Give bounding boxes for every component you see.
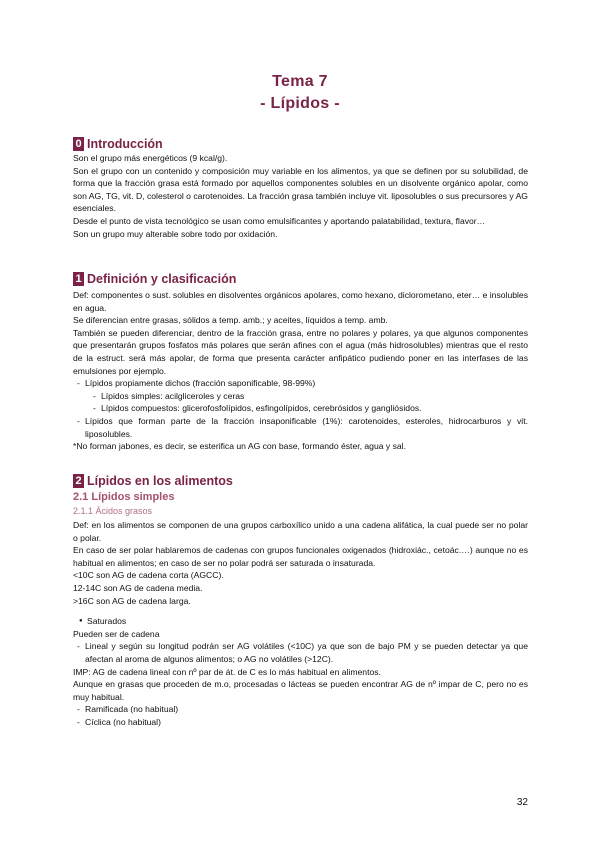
paragraph: También se pueden diferenciar, dentro de la fracción grasa, entre no polares y polares, ya que algunos componentes que presentarán grupos fosfatos más polares que serán afines con el agua (más hidrosolubles) mientras que el resto de la estruct. será más apolar, de forma que presenta carácter anfipático pudiendo poner en las interfases de las emulsiones por ejemplo. bbox=[73, 327, 528, 376]
list-item: - Lípidos compuestos: glicerofosfolípidos, esfingolípidos, cerebrósidos y gangliósidos. bbox=[73, 402, 528, 415]
title-line-2: - Lípidos - bbox=[260, 95, 340, 112]
page-number: 32 bbox=[516, 797, 528, 808]
paragraph: Son el grupo con un contenido y composición muy variable en los alimentos, ya que se definen por su solubilidad, de forma que la fracción grasa está formado por aquellos componentes solubles en un disolvente orgánico apolar, como son AG, TG, vit. D, colesterol o carotenoides. La fracción grasa también incluye vit. liposolubles o sus precursores y AG esenciales. bbox=[73, 165, 528, 214]
paragraph: Desde el punto de vista tecnológico se usan como emulsificantes y aportando palatabilidad, textura, flavor… bbox=[73, 215, 486, 226]
bullet-item: ● Saturados bbox=[73, 615, 528, 628]
paragraph: Son un grupo muy alterable sobre todo por oxidación. bbox=[73, 228, 278, 239]
paragraph: Def: componentes o sust. solubles en disolventes orgánicos apolares, como hexano, diclorometano, eter… e insolubles en agua. bbox=[73, 290, 528, 313]
section-1-title: Definición y clasificación bbox=[87, 272, 237, 286]
list-item: - Lípidos que forman parte de la fracción insaponificable (1%): carotenoides, esteroles, hidrocarburos y vit. liposolubles. bbox=[73, 415, 528, 440]
section-0-title: Introducción bbox=[87, 137, 163, 151]
section-2-title: Lípidos en los alimentos bbox=[87, 474, 233, 488]
paragraph: En caso de ser polar hablaremos de cadenas con grupos funcionales oxigenados (hidroxiác., cetoác.…) aunque no es habitual en alimentos; en caso de ser no polar podrá ser saturada o insaturada. bbox=[73, 545, 528, 568]
section-2-number: 2 bbox=[73, 474, 84, 488]
paragraph: 12-14C son AG de cadena media. bbox=[73, 582, 203, 593]
list-item: - Lípidos simples: acilgliceroles y ceras bbox=[73, 390, 528, 403]
section-0-body bbox=[73, 152, 528, 240]
subsection-heading: 2.1 Lípidos simples bbox=[73, 491, 175, 503]
paragraph: Son el grupo más energéticos (9 kcal/g). bbox=[73, 153, 228, 163]
subsubsection-heading: 2.1.1 Ácidos grasos bbox=[73, 506, 153, 516]
list-item: - Ramificada (no habitual) bbox=[73, 703, 528, 716]
list-item: - Lineal y según su longitud podrán ser AG volátiles (<10C) ya que son de bajo PM y se pueden detectar ya que afectan al aroma de algunos alimentos; o AG no volátiles (>12C). bbox=[73, 640, 528, 665]
title-line-1: Tema 7 bbox=[272, 73, 328, 90]
section-0-number: 0 bbox=[73, 137, 84, 151]
section-0-heading bbox=[73, 137, 163, 151]
paragraph: <10C son AG de cadena corta (AGCC). bbox=[73, 570, 224, 581]
note: *No forman jabones, es decir, se esterifica un AG con base, formando éster, agua y sal. bbox=[73, 441, 406, 452]
paragraph: Pueden ser de cadena bbox=[73, 628, 160, 639]
section-2-heading bbox=[73, 474, 233, 488]
list-item: - Lípidos propiamente dichos (fracción saponificable, 98-99%) bbox=[73, 377, 528, 390]
paragraph: IMP: AG de cadena lineal con nº par de át. de C es lo más habitual en alimentos. bbox=[73, 666, 381, 677]
list-item: - Cíclica (no habitual) bbox=[73, 716, 528, 729]
section-1-heading bbox=[73, 272, 236, 286]
section-1-body bbox=[73, 289, 528, 453]
paragraph: Aunque en grasas que proceden de m.o, procesadas o lácteas se pueden encontrar AG de nº impar de C, pero no es muy habitual. bbox=[73, 679, 528, 702]
paragraph: Def: en los alimentos se componen de una grupos carboxílico unido a una cadena alifática, la cual puede ser no polar o polar. bbox=[73, 520, 528, 543]
section-2-body bbox=[73, 519, 528, 729]
paragraph: Se diferencian entre grasas, sólidos a temp. amb.; y aceites, líquidos a temp. amb. bbox=[73, 315, 388, 326]
section-1-number: 1 bbox=[73, 272, 84, 286]
paragraph: >16C son AG de cadena larga. bbox=[73, 595, 191, 606]
